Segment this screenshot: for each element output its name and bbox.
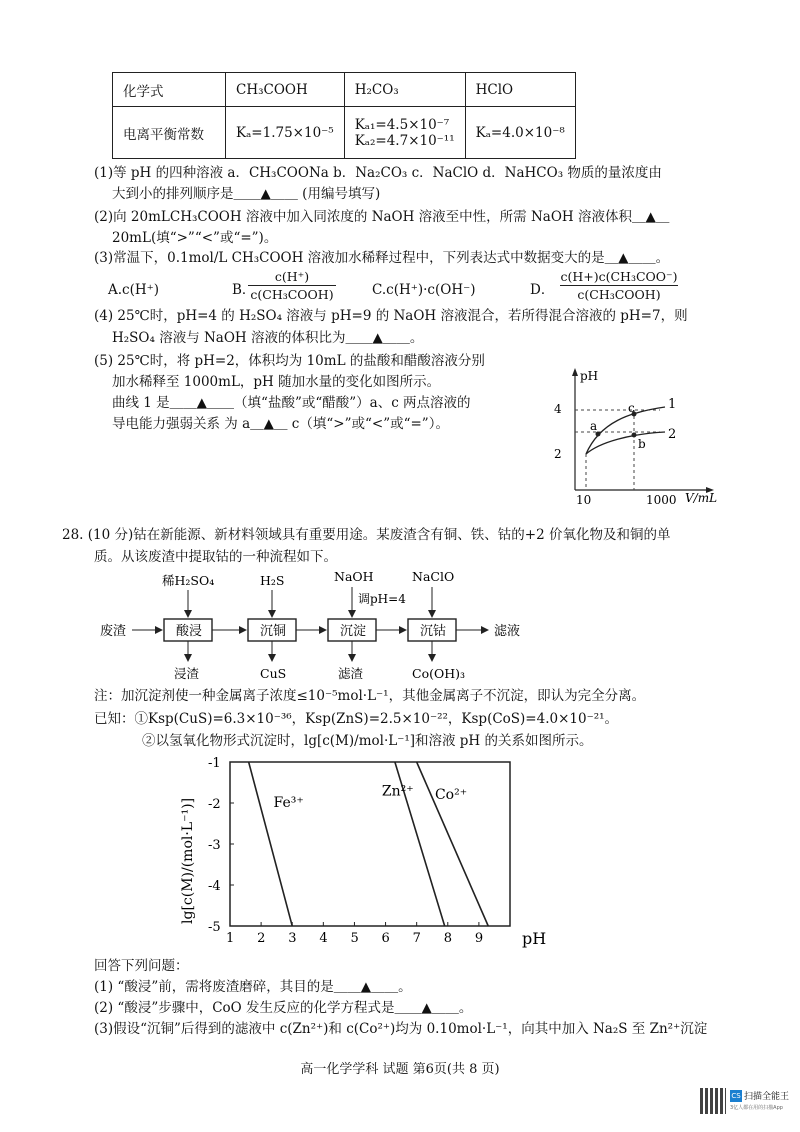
answer-intro: 回答下列问题：	[94, 958, 189, 974]
x-axis-title: pH	[522, 929, 547, 948]
option-b-fraction	[248, 268, 336, 303]
flow-reagent: 稀H₂SO₄	[162, 573, 215, 588]
x-tick-label: 2	[257, 931, 266, 946]
point-label: c	[628, 401, 635, 415]
y-tick: 2	[554, 447, 562, 461]
q27-part4: (4) 25℃时，pH=4 的 H₂SO₄ 溶液与 pH=9 的 NaOH 溶液混合，若所得混合溶液的 pH=7，则	[94, 308, 688, 324]
x-tick: 10	[576, 493, 592, 507]
q27-part5-line2: 加水稀释至 1000mL，pH 随加水量的变化如图所示。	[112, 374, 441, 390]
table-cell: Kₐ=1.75×10⁻⁵	[226, 107, 345, 159]
q27-part1: (1)等 pH 的四种溶液 a．CH₃COONa b．Na₂CO₃ c．NaClO d．NaHCO₃ 物质的量浓度由	[94, 165, 662, 181]
table-cell	[344, 107, 465, 159]
option-a: A.c(H⁺)	[108, 282, 160, 298]
flow-product: 滤渣	[338, 666, 364, 681]
q28-known-1: 已知：①Ksp(CuS)=6.3×10⁻³⁶，Ksp(ZnS)=2.5×10⁻²²，Ksp(CoS)=4.0×10⁻²¹。	[94, 711, 619, 727]
y-tick: 4	[554, 402, 562, 416]
table-header: H₂CO₃	[344, 73, 465, 107]
flow-start: 废渣	[100, 624, 127, 639]
x-axis-label: V/mL	[685, 491, 718, 505]
y-tick-label: -1	[208, 756, 221, 771]
table-cell: 电离平衡常数	[113, 107, 226, 159]
flow-step: 沉淀	[340, 624, 367, 639]
ka1-value: Kₐ₁=4.5×10⁻⁷	[354, 116, 450, 133]
flow-step: 沉铜	[260, 624, 287, 639]
flow-condition: 调pH=4	[358, 592, 406, 606]
y-tick-label: -5	[208, 920, 221, 935]
q28-note: 注：加沉淀剂使一种金属离子浓度≤10⁻⁵mol·L⁻¹，其他金属离子不沉淀，即认为完全分离。	[94, 688, 646, 704]
series-label: Fe³⁺	[273, 795, 304, 811]
table-header: 化学式	[113, 73, 226, 107]
flow-reagent: NaOH	[334, 569, 374, 584]
ka2-value: Kₐ₂=4.7×10⁻¹¹	[354, 132, 455, 149]
flow-step: 酸浸	[176, 624, 203, 639]
series-line	[249, 762, 293, 926]
option-b-denominator: c(CH₃COOH)	[250, 287, 334, 302]
scanner-watermark	[700, 1088, 792, 1118]
point-label: b	[638, 437, 646, 451]
y-axis-title: lg[c(M)/(mol·L⁻¹)]	[180, 797, 196, 924]
flow-reagent: H₂S	[260, 573, 285, 588]
qr-code-icon	[700, 1088, 726, 1114]
answer-q3: (3)假设“沉铜”后得到的滤液中 c(Zn²⁺)和 c(Co²⁺)均为 0.10mol·L⁻¹，向其中加入 Na₂S 至 Zn²⁺沉淀	[94, 1021, 708, 1037]
curve-label: 2	[668, 427, 677, 442]
x-tick-label: 6	[381, 931, 390, 946]
flow-product: CuS	[260, 666, 287, 681]
table-header: HClO	[465, 73, 575, 107]
y-axis-label: pH	[580, 369, 599, 383]
scanner-name: 扫描全能王	[744, 1092, 790, 1102]
table-header: CH₃COOH	[226, 73, 345, 107]
curve-label: 1	[668, 397, 677, 412]
flow-product: 浸渣	[174, 666, 200, 681]
q27-part5: (5) 25℃时，将 pH=2，体积均为 10mL 的盐酸和醋酸溶液分别	[94, 353, 485, 369]
flow-reagent: NaClO	[412, 569, 455, 584]
option-b-numerator: c(H⁺)	[248, 268, 336, 286]
scanner-badge: CS	[731, 1092, 741, 1100]
q27-part5-line4: 导电能力强弱关系 为 a＿▲＿ c（填“>”或“<”或“=”）。	[112, 416, 449, 432]
ph-dilution-chart	[540, 362, 740, 510]
scanner-sub: 3亿人都在用的扫描App	[730, 1105, 783, 1111]
flow-diagram	[90, 565, 550, 685]
flow-end: 滤液	[494, 624, 521, 639]
q27-part2-cont: 20mL(填“>”“<”或“=”)。	[112, 230, 278, 246]
page-footer: 高一化学学科 试题 第6页(共 8 页)	[300, 1062, 500, 1077]
table-cell: Kₐ=4.0×10⁻⁸	[465, 107, 575, 159]
y-tick-label: -3	[208, 838, 221, 853]
x-tick-label: 1	[226, 931, 235, 946]
option-d-denominator: c(CH₃COOH)	[577, 287, 661, 302]
q28-intro: 28. (10 分)钴在新能源、新材料领域具有重要用途。某废渣含有铜、铁、钴的+2 价氧化物及和铜的单	[62, 527, 671, 543]
q27-part2: (2)向 20mLCH₃COOH 溶液中加入同浓度的 NaOH 溶液至中性，所需 NaOH 溶液体积＿▲＿	[94, 209, 670, 225]
q28-intro-cont: 质。从该废渣中提取钴的一种流程如下。	[94, 549, 337, 565]
ka-table	[112, 72, 576, 159]
flow-product: Co(OH)₃	[412, 666, 466, 681]
option-b-label: B．	[232, 282, 256, 298]
x-tick: 1000	[646, 493, 677, 507]
series-label: Co²⁺	[434, 786, 468, 803]
y-tick-label: -4	[208, 879, 221, 894]
q27-part5-line3: 曲线 1 是＿＿▲＿＿（填“盐酸”或“醋酸”）a、c 两点溶液的	[112, 395, 471, 411]
y-tick-label: -2	[208, 797, 221, 812]
point-label: a	[590, 419, 598, 433]
q27-part3: (3)常温下，0.1mol/L CH₃COOH 溶液加水稀释过程中，下列表达式中数据变大的是＿▲＿＿。	[94, 250, 670, 266]
q27-part4-cont: H₂SO₄ 溶液与 NaOH 溶液的体积比为＿＿▲＿＿。	[112, 330, 424, 346]
y-axis-arrow	[572, 368, 578, 376]
x-tick-label: 8	[443, 931, 453, 946]
q27-part1-cont: 大到小的排列顺序是＿＿▲＿＿ (用编号填写)	[112, 186, 381, 202]
lgc-ph-chart	[170, 752, 550, 952]
x-tick-label: 3	[288, 931, 297, 946]
x-tick-label: 7	[412, 931, 421, 946]
answer-q1: (1) “酸浸”前，需将废渣磨碎，其目的是＿＿▲＿＿。	[94, 979, 412, 995]
plot-frame	[230, 762, 510, 926]
series-label: Zn²⁺	[381, 783, 414, 800]
x-tick-label: 9	[474, 931, 484, 946]
x-tick-label: 5	[350, 931, 359, 946]
q28-known-2: ②以氢氧化物形式沉淀时，lg[c(M)/mol·L⁻¹]和溶液 pH 的关系如图所示。	[142, 733, 593, 749]
option-d-fraction	[560, 268, 678, 303]
option-d-label: D．	[530, 282, 555, 298]
x-tick-label: 4	[319, 931, 328, 946]
flow-step: 沉钴	[420, 624, 447, 639]
option-d-numerator: c(H+)c(CH₃COO⁻)	[560, 269, 678, 284]
point-b	[632, 433, 637, 438]
answer-q2: (2) “酸浸”步骤中，CoO 发生反应的化学方程式是＿＿▲＿＿。	[94, 1000, 473, 1016]
option-c: C.c(H⁺)·c(OH⁻)	[372, 282, 476, 298]
